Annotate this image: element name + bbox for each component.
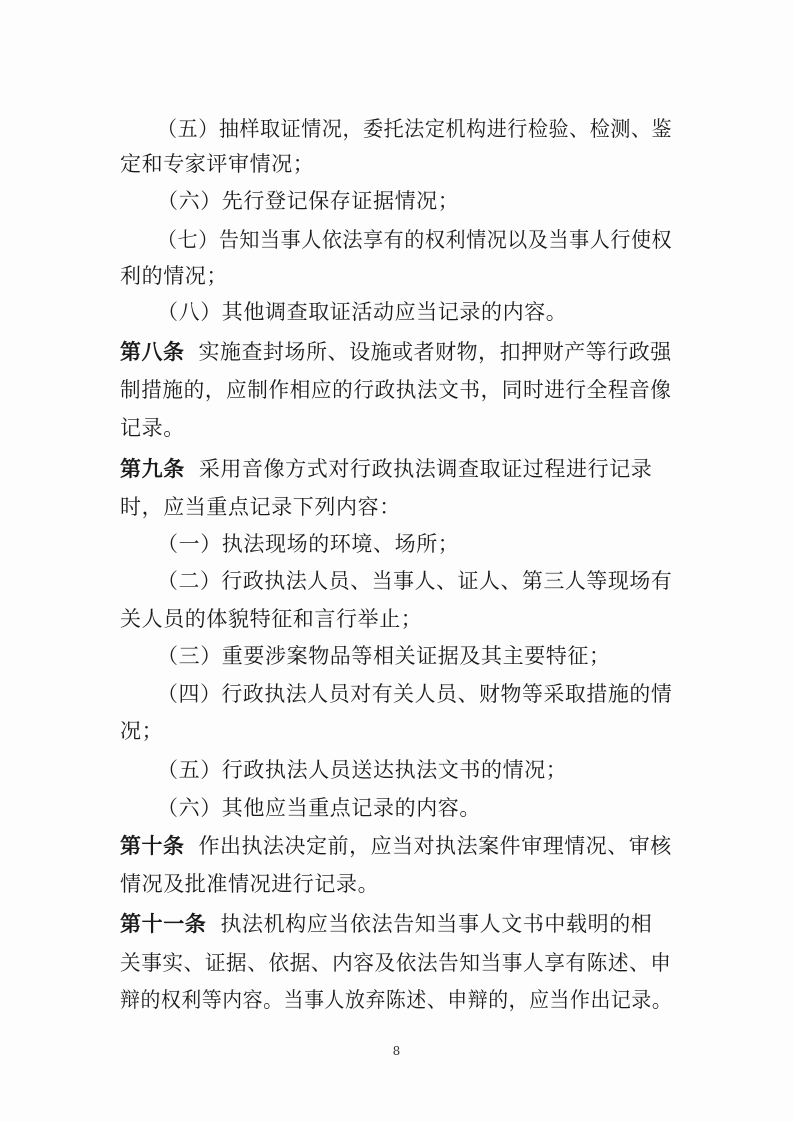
- article-9-text: 采用音像方式对行政执法调查取证过程进行记录: [198, 457, 653, 481]
- article-9-heading: 第九条: [120, 457, 185, 481]
- article-11-first-line: [120, 911, 652, 937]
- article-9-item: （四）行政执法人员对有关人员、财物等采取措施的情: [157, 682, 673, 706]
- page-number: 8: [392, 1044, 401, 1058]
- article-8-line: 制措施的，应制作相应的行政执法文书，同时进行全程音像: [120, 378, 672, 402]
- article-8-text: 实施查封场所、设施或者财物，扣押财产等行政强: [198, 340, 672, 364]
- article-8-first-line: [120, 339, 672, 365]
- article-9-item: （二）行政执法人员、当事人、证人、第三人等现场有: [157, 569, 673, 593]
- list-item-continued: 利的情况；: [120, 264, 228, 288]
- article-10-heading: 第十条: [120, 834, 185, 858]
- article-9-line: 时，应当重点记录下列内容：: [120, 495, 401, 519]
- list-item: （六）先行登记保存证据情况；: [157, 189, 460, 213]
- article-9-item-continued: 况；: [120, 719, 164, 743]
- article-11-text: 执法机构应当依法告知当事人文书中载明的相: [220, 912, 653, 936]
- list-item: （八）其他调查取证活动应当记录的内容。: [157, 300, 568, 324]
- article-11-line: 辩的权利等内容。当事人放弃陈述、申辩的，应当作出记录。: [120, 988, 673, 1012]
- article-11-heading: 第十一条: [120, 912, 207, 936]
- article-9-first-line: [120, 456, 652, 482]
- article-8-heading: 第八条: [120, 340, 185, 364]
- article-9-item: （六）其他应当重点记录的内容。: [157, 796, 481, 820]
- article-11-line: 关事实、证据、依据、内容及依法告知当事人享有陈述、申: [120, 951, 672, 975]
- list-item: （五）抽样取证情况，委托法定机构进行检验、检测、鉴: [157, 117, 673, 141]
- article-10-first-line: [120, 833, 672, 859]
- article-10-text: 作出执法决定前，应当对执法案件审理情况、审核: [198, 834, 672, 858]
- article-9-item: （一）执法现场的环境、场所；: [157, 532, 460, 556]
- article-9-item: （五）行政执法人员送达执法文书的情况；: [157, 758, 568, 782]
- list-item: （七）告知当事人依法享有的权利情况以及当事人行使权: [157, 228, 673, 252]
- article-9-item-continued: 关人员的体貌特征和言行举止；: [120, 607, 423, 631]
- article-10-line: 情况及批准情况进行记录。: [120, 872, 380, 896]
- article-9-item: （三）重要涉案物品等相关证据及其主要特征；: [157, 644, 611, 668]
- article-8-line: 记录。: [120, 416, 185, 440]
- list-item-continued: 定和专家评审情况；: [120, 152, 315, 176]
